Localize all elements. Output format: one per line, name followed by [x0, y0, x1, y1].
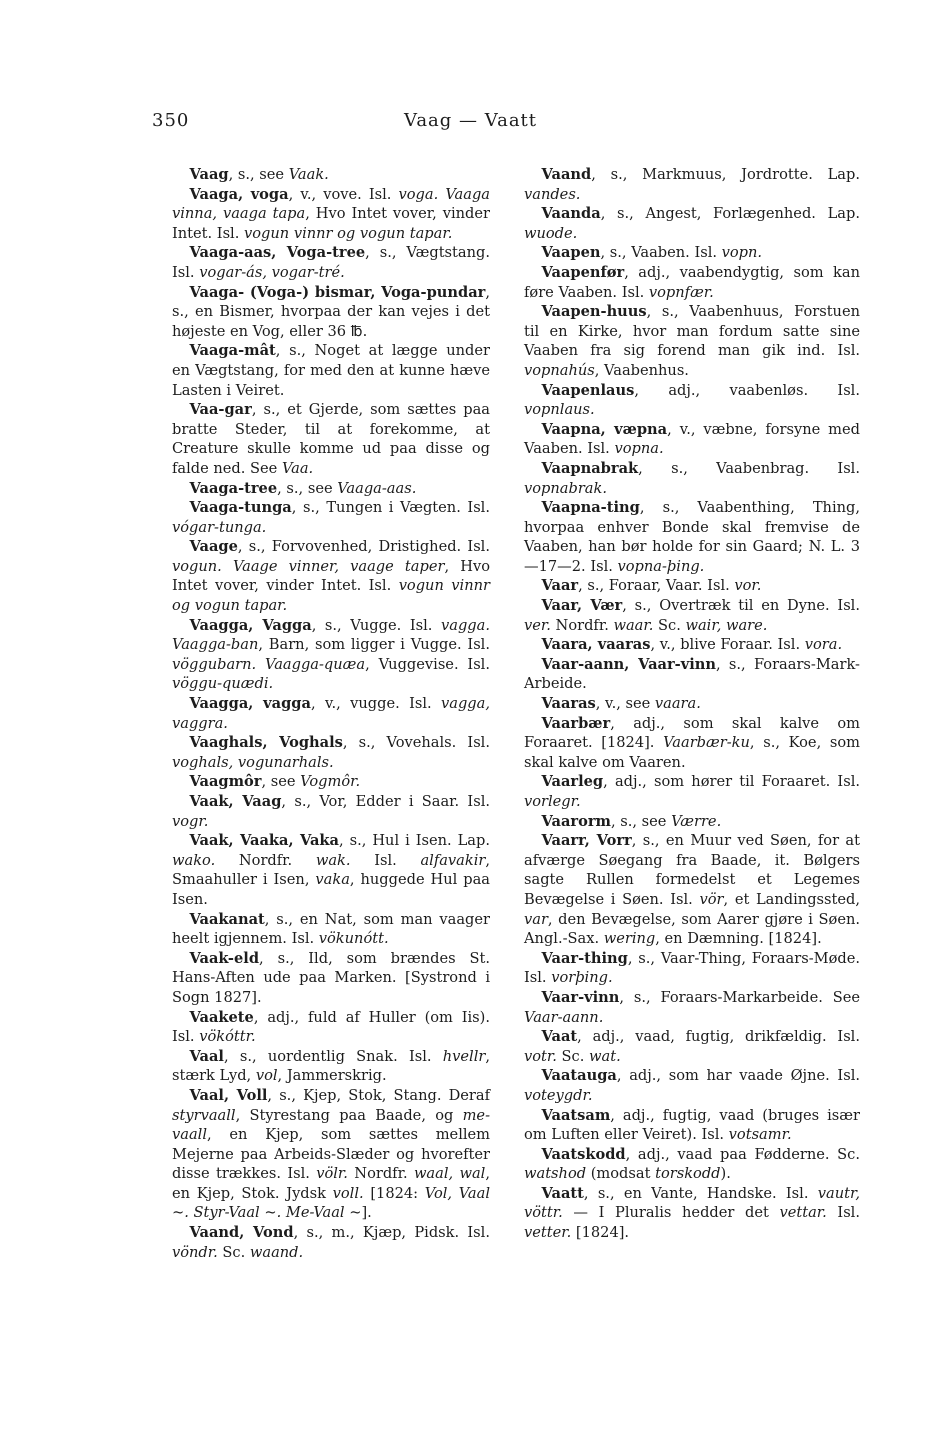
italic-text: vogun. Vaage vinner, vaage taper	[172, 557, 445, 575]
dictionary-entry	[172, 400, 490, 478]
italic-text: vöggubarn. Vaagga-quæa	[172, 655, 366, 673]
dictionary-entry	[172, 341, 490, 400]
italic-text: vogun vinnr og vogun tapar.	[244, 224, 453, 242]
dictionary-entry	[524, 459, 860, 498]
headword: Vaapenfør	[541, 263, 625, 281]
headword: Vaaghals, Voghals	[189, 734, 343, 752]
dictionary-entry	[524, 1066, 860, 1105]
entry-text: , huggede Hul paa Isen.	[172, 871, 490, 908]
entry-text: , s., en Bismer, hvorpaa der kan vejes i det højeste en Vog, eller 36 ℔.	[172, 283, 490, 340]
dictionary-entry	[524, 812, 860, 832]
italic-text: vaara.	[654, 695, 701, 713]
entry-text: , adj., vaabendygtig, som kan føre Vaaben. Isl.	[524, 263, 860, 301]
dictionary-entry	[172, 243, 490, 282]
entry-text: , s., Vaabenhuus, Forstuen til en Kirke, hvor man fordum satte sine Vaaben fra sig forend man gik ind. Isl.	[524, 303, 860, 360]
headword: Vaaga- (Voga-) bismar, Voga-pundar	[189, 283, 486, 301]
italic-text: vöggu-quædi.	[172, 675, 274, 693]
dictionary-entry	[172, 616, 490, 694]
italic-text: voll.	[332, 1184, 364, 1202]
dictionary-entry	[172, 772, 490, 792]
entry-text: , den Bevægelse, som Aarer gjøre i Søen. Angl.-Sax.	[524, 910, 860, 948]
headword: Vaal, Voll	[189, 1086, 268, 1104]
headword: Vaag	[189, 166, 229, 183]
entry-text: , adj., fugtig, vaad (bruges især om Luften eller Veiret). Isl.	[524, 1106, 860, 1144]
dictionary-entry	[172, 1086, 490, 1223]
entry-text: Nordfr.	[215, 851, 316, 869]
italic-text: Vogmôr.	[300, 773, 361, 791]
dictionary-entry	[172, 185, 490, 244]
italic-text: waar.	[613, 616, 654, 634]
entry-text: , s., Vugge. Isl.	[311, 616, 442, 634]
dictionary-entry	[524, 1145, 860, 1184]
dictionary-entry	[524, 988, 860, 1027]
italic-text: wuode.	[524, 224, 578, 242]
entry-text: , s., Vaar-Thing, Foraars-Møde. Isl.	[524, 949, 860, 987]
headword: Vaat	[541, 1028, 578, 1046]
entry-text: , Vaabenhus.	[594, 361, 689, 379]
headword: Vaagga, vagga	[189, 695, 311, 713]
italic-text: vör	[699, 890, 724, 908]
italic-text: hvellr	[442, 1047, 486, 1065]
entry-text: , Hvo Intet vover, vinder Intet. Isl.	[172, 205, 491, 242]
dictionary-entry	[524, 498, 860, 576]
italic-text: torskodd	[655, 1165, 721, 1183]
entry-text: , s., en Nat, som man vaager heelt igjennem. Isl.	[172, 910, 490, 948]
italic-text: vetter.	[524, 1224, 572, 1242]
italic-text: alfavakir	[420, 851, 486, 869]
dictionary-entry	[524, 302, 860, 380]
headword: Vaara, vaaras	[541, 636, 651, 654]
entry-text: , adj., som skal kalve om Foraaret. [1824].	[524, 714, 860, 752]
dictionary-entry	[172, 1008, 490, 1047]
dictionary-entry	[524, 381, 860, 420]
dictionary-entry	[524, 635, 860, 655]
headword: Vaakanat	[189, 910, 265, 928]
entry-text: , adj., vaabenløs. Isl.	[634, 381, 860, 399]
italic-text: vagga, vaggra.	[172, 695, 490, 732]
headword: Vaaga-aas, Voga-tree	[189, 244, 366, 262]
italic-text: wako.	[172, 851, 216, 869]
dictionary-entry	[524, 655, 860, 694]
dictionary-entry	[172, 537, 490, 615]
headword: Vaar-thing	[541, 949, 628, 967]
entry-text: , adj., vaad, fugtig, drikfældig. Isl.	[577, 1028, 860, 1046]
entry-text: , et Landingssted,	[723, 890, 860, 908]
entry-text: , Hvo Intet vover, vinder Intet. Isl.	[172, 557, 490, 595]
italic-text: vopnabrak.	[524, 479, 607, 497]
headword: Vaar-aann, Vaar-vinn	[541, 655, 716, 673]
dictionary-entry	[524, 831, 860, 949]
entry-text: , en Dæmning. [1824].	[655, 930, 822, 948]
entry-text: , s., et Gjerde, som sættes paa bratte Steder, til at forekomme, at Creature skulle komme ud paa disse og falde ned. See	[172, 401, 490, 477]
entry-text: , adj., fuld af Huller (om Iis). Isl.	[172, 1008, 490, 1046]
italic-text: Vaarbær-ku	[663, 734, 750, 752]
dictionary-entry	[172, 283, 490, 342]
dictionary-entry	[524, 420, 860, 459]
headword: Vaaga-tree	[189, 479, 278, 497]
dictionary-entry	[524, 1106, 860, 1145]
headword: Vaanda	[541, 205, 601, 223]
entry-text: , v., væbne, forsyne med Vaaben. Isl.	[524, 420, 861, 458]
entry-text: , s., Vovehals. Isl.	[342, 734, 490, 752]
dictionary-entry	[172, 694, 490, 733]
italic-text: vaka	[315, 871, 350, 889]
dictionary-entry	[172, 165, 490, 185]
italic-text: vopnfær.	[648, 283, 714, 301]
italic-text: Vaaga-aas.	[337, 479, 417, 497]
dictionary-entry	[172, 1223, 490, 1262]
italic-text: wair, ware.	[685, 616, 768, 634]
italic-text: vöndr.	[172, 1243, 218, 1261]
italic-text: völr.	[316, 1165, 348, 1183]
headword: Vaapen	[541, 244, 601, 262]
italic-text: vorþing.	[551, 969, 613, 987]
entry-text: , s., uordentlig Snak. Isl.	[223, 1047, 443, 1065]
headword: Vaar, Vær	[541, 597, 623, 615]
headword: Vaand	[541, 166, 592, 183]
italic-text: waand.	[249, 1243, 304, 1261]
headword: Vaakete	[189, 1008, 254, 1026]
italic-text: vopn.	[721, 244, 763, 262]
headword: Vaagga, Vagga	[189, 616, 312, 634]
entry-text: — I Pluralis hedder det	[562, 1204, 780, 1222]
dictionary-entry	[172, 910, 490, 949]
entry-text: , s., Vaabenbrag. Isl.	[638, 459, 860, 477]
entry-text: (modsat	[586, 1165, 656, 1183]
headword: Vaarleg	[541, 773, 604, 791]
headword: Vaa-gar	[189, 401, 252, 419]
entry-text: , adj., som hører til Foraaret. Isl.	[603, 773, 860, 791]
entry-text: ).	[720, 1165, 731, 1183]
dictionary-entry	[524, 1027, 860, 1066]
italic-text: votr.	[524, 1047, 557, 1065]
entry-text: , s., Foraars-Markarbeide. See	[619, 988, 860, 1006]
italic-text: vora.	[804, 636, 843, 654]
italic-text: vökunótt.	[318, 930, 389, 948]
entry-text: , s., Noget at lægge under en Vægtstang, for med den at kunne hæve Lasten i Veiret.	[172, 342, 490, 399]
italic-text: vogun vinnr og vogun tapar.	[172, 577, 490, 615]
entry-text: , s., en Muur ved Søen, for at afværge Søegang fra Baade, it. Bølgers sagte Rullen formedelst et Legemes Bevægelse i Søen. Isl.	[524, 832, 860, 908]
headword: Vaapnabrak	[541, 459, 639, 477]
italic-text: vopna-þing.	[617, 557, 705, 575]
entry-text: , s., Kjep, Stok, Stang. Deraf	[267, 1086, 491, 1104]
entry-text: , v., see	[595, 695, 655, 713]
entry-text: , s., Foraars-Mark-Arbeide.	[524, 655, 860, 693]
italic-text: vorlegr.	[524, 793, 581, 810]
headword: Vaal	[189, 1047, 224, 1065]
headword: Vaaras	[541, 695, 596, 713]
headword: Vaarr, Vorr	[541, 832, 632, 850]
dictionary-entry	[172, 949, 490, 1008]
headword: Vaapen-huus	[541, 303, 647, 321]
italic-text: vol	[255, 1067, 278, 1085]
entry-text: [1824:	[363, 1184, 425, 1202]
italic-text: watshod	[524, 1165, 587, 1183]
headword: Vaatauga	[541, 1067, 617, 1085]
italic-text: wering	[603, 930, 656, 948]
entry-text: , Styrestang paa Baade, og	[235, 1106, 463, 1124]
entry-text: , s., Tungen i Vægten. Isl.	[291, 499, 490, 517]
italic-text: Vaar-aann.	[524, 1008, 604, 1026]
dictionary-entry	[524, 263, 860, 302]
italic-text: wat.	[589, 1047, 621, 1065]
headword: Vaaga-mât	[189, 342, 276, 360]
entry-text: , adj., som har vaade Øjne. Isl.	[616, 1067, 860, 1085]
entry-text: , v., vugge. Isl.	[310, 695, 442, 713]
dictionary-entry	[524, 772, 860, 811]
italic-text: var	[524, 910, 548, 928]
italic-text: voteygdr.	[524, 1086, 593, 1104]
italic-text: styrvaall	[172, 1106, 236, 1124]
entry-text: Sc.	[653, 616, 686, 634]
left-column	[172, 165, 490, 1262]
italic-text: vandes.	[524, 185, 581, 203]
entry-text: , s., Vor, Edder i Saar. Isl.	[281, 793, 490, 810]
headword: Vaage	[189, 538, 238, 556]
italic-text: voghals, vogunarhals.	[172, 753, 334, 771]
dictionary-entry	[172, 831, 490, 909]
entry-text: , v., blive Foraar. Isl.	[650, 636, 805, 654]
entry-text: Sc.	[556, 1047, 590, 1065]
entry-text: , s., en Vante, Handske. Isl.	[583, 1184, 818, 1202]
entry-text: , see	[261, 773, 301, 791]
dictionary-entry	[524, 576, 860, 596]
headword: Vaand, Vond	[189, 1224, 294, 1242]
dictionary-entry	[524, 1184, 860, 1243]
dictionary-entry	[172, 792, 490, 831]
headword: Vaapenlaus	[541, 381, 635, 399]
entry-text: , s., m., Kjæp, Pidsk. Isl.	[293, 1224, 490, 1242]
headword: Vaarorm	[541, 812, 611, 830]
entry-text: , s., Forvovenhed, Dristighed. Isl.	[237, 538, 490, 556]
entry-text: , stærk Lyd,	[172, 1047, 490, 1085]
entry-text: , en Kjep, Stok. Jydsk	[172, 1165, 490, 1202]
page-number: 350	[152, 110, 190, 131]
italic-text: Vaak.	[288, 166, 329, 183]
italic-text: vautr, vöttr.	[524, 1184, 860, 1222]
entry-text: , s., see	[610, 812, 672, 830]
italic-text: vökóttr.	[199, 1028, 256, 1046]
entry-text: , s., Hul i Isen. Lap.	[338, 832, 490, 850]
headword: Vaapna-ting	[541, 499, 640, 517]
dictionary-entry	[524, 714, 860, 773]
headword: Vaaga-tunga	[189, 499, 292, 517]
italic-text: vogar-ás, vogar-tré.	[199, 263, 345, 281]
entry-text: , s., Markmuus, Jordrotte. Lap.	[591, 166, 860, 183]
entry-text: , s., see	[277, 479, 338, 497]
italic-text: waal, wal	[413, 1165, 486, 1183]
italic-text: ver.	[524, 616, 551, 634]
dictionary-entry	[172, 479, 490, 499]
italic-text: vopnlaus.	[524, 401, 595, 419]
dictionary-entry	[524, 596, 860, 635]
italic-text: Vaa.	[281, 459, 314, 477]
italic-text: vógar-tunga.	[172, 518, 267, 536]
italic-text: wak.	[315, 851, 351, 869]
page-header	[0, 110, 941, 140]
italic-text: votsamr.	[728, 1126, 792, 1144]
entry-text: , Smaahuller i Isen,	[172, 851, 490, 889]
dictionary-entry	[172, 733, 490, 772]
entry-text: Sc.	[217, 1243, 250, 1261]
entry-text: [1824].	[571, 1224, 630, 1242]
entry-text: , s., Vaaben. Isl.	[600, 244, 722, 262]
entry-text: , s., Koe, som skal kalve om Vaaren.	[524, 734, 860, 771]
headword: Vaatt	[541, 1184, 584, 1202]
entry-text: , s., Vaabenthing, Thing, hvorpaa enhver Bonde skal fremvise de Vaaben, han bør holde for sin Gaard; N. L. 3—17—2. Isl.	[524, 499, 860, 575]
running-title: Vaag — Vaatt	[403, 110, 538, 131]
headword: Vaatsam	[541, 1106, 611, 1124]
entry-text: Isl.	[826, 1204, 860, 1222]
dictionary-entry	[172, 1047, 490, 1086]
entry-text: , v., vove. Isl.	[288, 185, 399, 203]
italic-text: vor.	[734, 577, 762, 595]
entry-text: , adj., vaad paa Fødderne. Sc.	[625, 1145, 860, 1163]
entry-text: , s., Angest, Forlægenhed. Lap.	[600, 205, 860, 223]
entry-text: , Vuggevise. Isl.	[365, 655, 490, 673]
entry-text: Nordfr.	[347, 1165, 414, 1183]
headword: Vaar-vinn	[541, 988, 620, 1006]
dictionary-entry	[524, 204, 860, 243]
entry-text: , Jammerskrig.	[277, 1067, 387, 1085]
dictionary-entry	[524, 694, 860, 714]
dictionary-entry	[172, 498, 490, 537]
entry-text: Isl.	[350, 851, 421, 869]
entry-text: , en Kjep, som sættes mellem Mejerne paa Arbeids-Slæder og hvorefter disse trækkes. Isl.	[172, 1126, 490, 1183]
italic-text: Vol, Vaal ~. Styr-Vaal ~. Me-Vaal ~	[172, 1184, 490, 1222]
italic-text: me-vaall	[172, 1106, 490, 1144]
italic-text: vopna.	[614, 440, 664, 458]
headword: Vaak, Vaaka, Vaka	[189, 832, 339, 850]
right-column	[524, 165, 860, 1243]
italic-text: voga. Vaaga vinna, vaaga tapa	[172, 185, 490, 223]
italic-text: vopnahús	[524, 361, 595, 379]
entry-text: , s., Foraar, Vaar. Isl.	[578, 577, 735, 595]
entry-text: ].	[361, 1204, 372, 1222]
dictionary-entry	[524, 949, 860, 988]
entry-text: , s., Vægtstang. Isl.	[172, 244, 490, 281]
entry-text: , s., Ild, som brændes St. Hans-Aften ude paa Marken. [Systrond i Sogn 1827].	[172, 949, 490, 1006]
entry-text: , s., see	[228, 166, 289, 183]
dictionary-entry	[524, 243, 860, 263]
headword: Vaapna, væpna	[541, 420, 668, 438]
italic-text: vogr.	[172, 812, 209, 830]
headword: Vaak-eld	[189, 949, 260, 967]
headword: Vaak, Vaag	[189, 793, 282, 810]
entry-text: Nordfr.	[550, 616, 614, 634]
italic-text: vagga. Vaagga-ban	[172, 616, 490, 654]
entry-text: , Barn, som ligger i Vugge. Isl.	[258, 636, 490, 654]
headword: Vaatskodd	[541, 1145, 626, 1163]
italic-text: Værre.	[671, 812, 722, 830]
entry-text: , s., Overtræk til en Dyne. Isl.	[622, 597, 860, 615]
headword: Vaar	[541, 577, 579, 595]
headword: Vaaga, voga	[189, 185, 289, 203]
italic-text: vettar.	[779, 1204, 827, 1222]
headword: Vaarbær	[541, 714, 611, 732]
headword: Vaagmôr	[189, 773, 262, 791]
dictionary-entry	[524, 165, 860, 204]
